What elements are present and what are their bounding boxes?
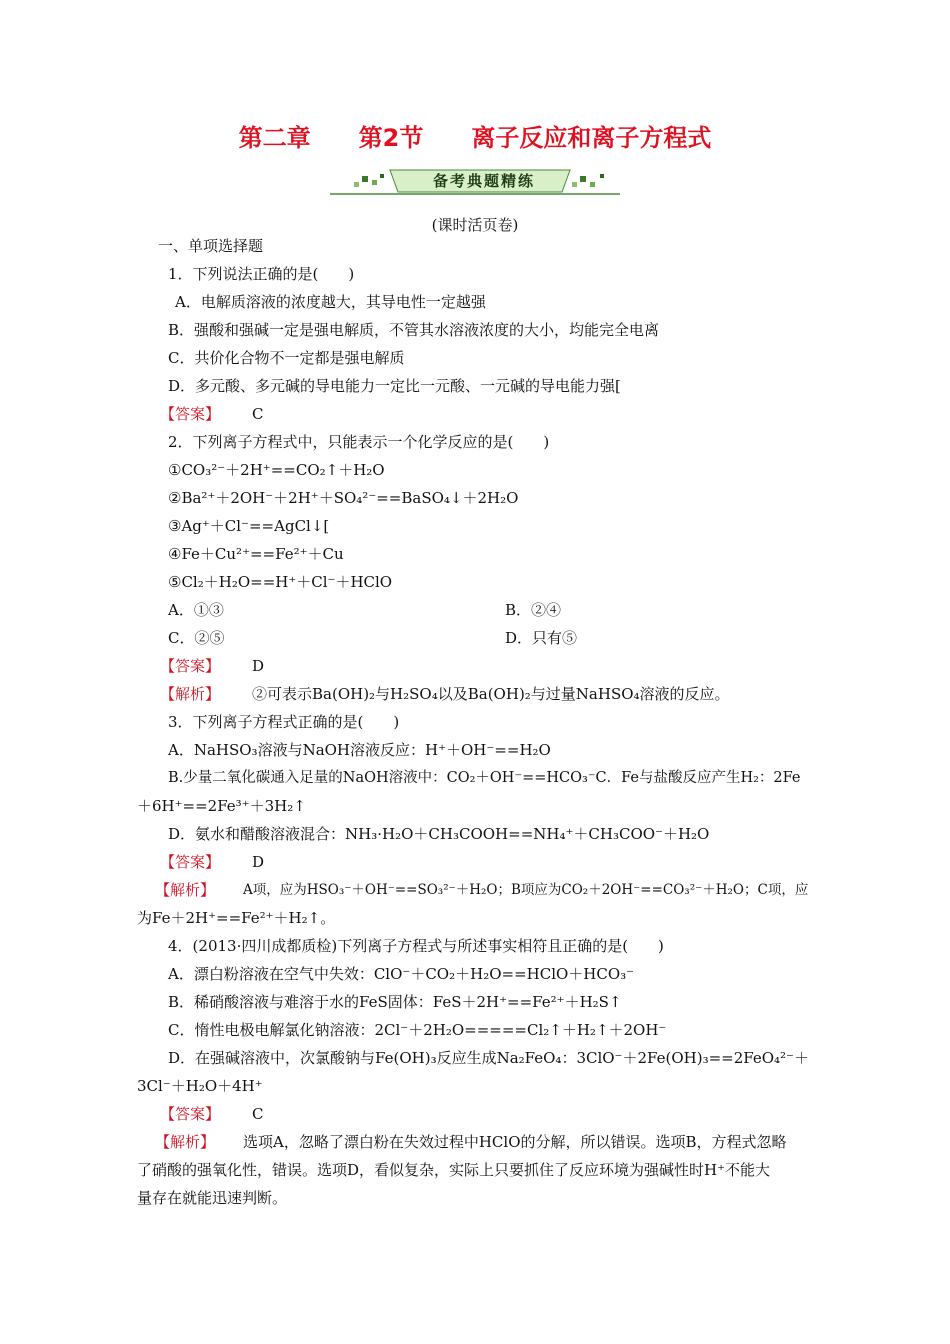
q2-equation-3: ③Ag⁺＋Cl⁻==AgCl↓[ xyxy=(168,517,330,535)
q1-option-d: D．多元酸、多元碱的导电能力一定比一元酸、一元碱的导电能力强[ xyxy=(168,377,621,395)
q3-option-a: A．NaHSO₃溶液与NaOH溶液反应：H⁺＋OH⁻==H₂O xyxy=(168,741,551,759)
q3-answer: D xyxy=(252,853,265,871)
q3-analysis-line1: A项，应为HSO₃⁻＋OH⁻==SO₃²⁻＋H₂O；B项应为CO₂＋2OH⁻==CO₃²⁻＋H₂O；C项，应 xyxy=(243,882,809,898)
q2-stem: 2．下列离子方程式中，只能表示一个化学反应的是( ) xyxy=(168,433,550,451)
q1-option-b: B．强酸和强碱一定是强电解质，不管其水溶液浓度的大小，均能完全电离 xyxy=(168,321,660,339)
q1-option-c: C．共价化合物不一定都是强电解质 xyxy=(168,349,405,367)
q2-option-b: B．②④ xyxy=(505,601,562,619)
q3-option-b-line1: B.少量二氧化碳通入足量的NaOH溶液中：CO₂＋OH⁻==HCO₃⁻C．Fe与盐酸反应产生H₂：2Fe xyxy=(168,770,801,786)
subtitle: (课时活页卷) xyxy=(431,216,519,234)
q3-stem: 3．下列离子方程式正确的是( ) xyxy=(168,713,400,731)
q2-option-d: D．只有⑤ xyxy=(505,629,578,647)
q3-option-b-line2: ＋6H⁺==2Fe³⁺＋3H₂↑ xyxy=(137,797,306,815)
q3-analysis-label: 【解析】 xyxy=(155,881,216,899)
banner-label: 备考典题精练 xyxy=(432,172,535,190)
q4-analysis-label: 【解析】 xyxy=(155,1133,216,1151)
q4-option-d-line1: D．在强碱溶液中，次氯酸钠与Fe(OH)₃反应生成Na₂FeO₄：3ClO⁻＋2Fe(OH)₃==2FeO₄²⁻＋ xyxy=(168,1049,809,1067)
q3-option-d: D．氨水和醋酸溶液混合：NH₃·H₂O＋CH₃COOH==NH₄⁺＋CH₃COO⁻＋H₂O xyxy=(168,825,710,843)
page-title: 第二章 第2节 离子反应和离子方程式 xyxy=(238,124,712,152)
q2-equation-1: ①CO₃²⁻＋2H⁺==CO₂↑＋H₂O xyxy=(168,461,385,479)
q2-analysis: ②可表示Ba(OH)₂与H₂SO₄以及Ba(OH)₂与过量NaHSO₄溶液的反应。 xyxy=(252,685,730,703)
q4-analysis-line1: 选项A，忽略了漂白粉在失效过程中HClO的分解，所以错误。选项B，方程式忽略 xyxy=(243,1133,787,1151)
q1-option-a: A．电解质溶液的浓度越大，其导电性一定越强 xyxy=(175,293,486,311)
q2-analysis-label: 【解析】 xyxy=(160,685,221,703)
q2-answer: D xyxy=(252,657,265,675)
q3-answer-label: 【答案】 xyxy=(160,853,221,871)
q4-option-d-line2: 3Cl⁻＋H₂O＋4H⁺ xyxy=(137,1077,263,1095)
q4-answer: C xyxy=(252,1105,264,1123)
q4-answer-label: 【答案】 xyxy=(160,1105,221,1123)
q2-option-c: C．②⑤ xyxy=(168,629,225,647)
q1-answer-label: 【答案】 xyxy=(160,405,221,423)
q4-stem: 4．(2013·四川成都质检)下列离子方程式与所述事实相符且正确的是( ) xyxy=(168,937,664,955)
q1-answer: C xyxy=(252,405,264,423)
section-heading: 一、单项选择题 xyxy=(158,237,264,255)
q3-analysis-line2: 为Fe＋2H⁺==Fe²⁺＋H₂↑。 xyxy=(137,909,336,927)
q2-answer-label: 【答案】 xyxy=(160,657,221,675)
q4-option-c: C．惰性电极电解氯化钠溶液：2Cl⁻＋2H₂O=====Cl₂↑＋H₂↑＋2OH⁻ xyxy=(168,1021,667,1039)
q1-stem: 1．下列说法正确的是( ) xyxy=(168,265,355,283)
q4-analysis-line3: 量存在就能迅速判断。 xyxy=(137,1189,288,1207)
q2-option-a: A．①③ xyxy=(168,601,224,619)
q4-option-a: A．漂白粉溶液在空气中失效：ClO⁻＋CO₂＋H₂O==HClO＋HCO₃⁻ xyxy=(168,965,635,983)
q4-analysis-line2: 了硝酸的强氧化性，错误。选项D，看似复杂，实际上只要抓住了反应环境为强碱性时H⁺不能大 xyxy=(137,1161,771,1179)
q2-equation-5: ⑤Cl₂＋H₂O==H⁺＋Cl⁻＋HClO xyxy=(168,573,393,591)
q2-equation-4: ④Fe＋Cu²⁺==Fe²⁺＋Cu xyxy=(168,545,344,563)
q4-option-b: B．稀硝酸溶液与难溶于水的FeS固体：FeS＋2H⁺==Fe²⁺＋H₂S↑ xyxy=(168,993,622,1011)
q2-equation-2: ②Ba²⁺＋2OH⁻＋2H⁺＋SO₄²⁻==BaSO₄↓＋2H₂O xyxy=(168,489,519,507)
